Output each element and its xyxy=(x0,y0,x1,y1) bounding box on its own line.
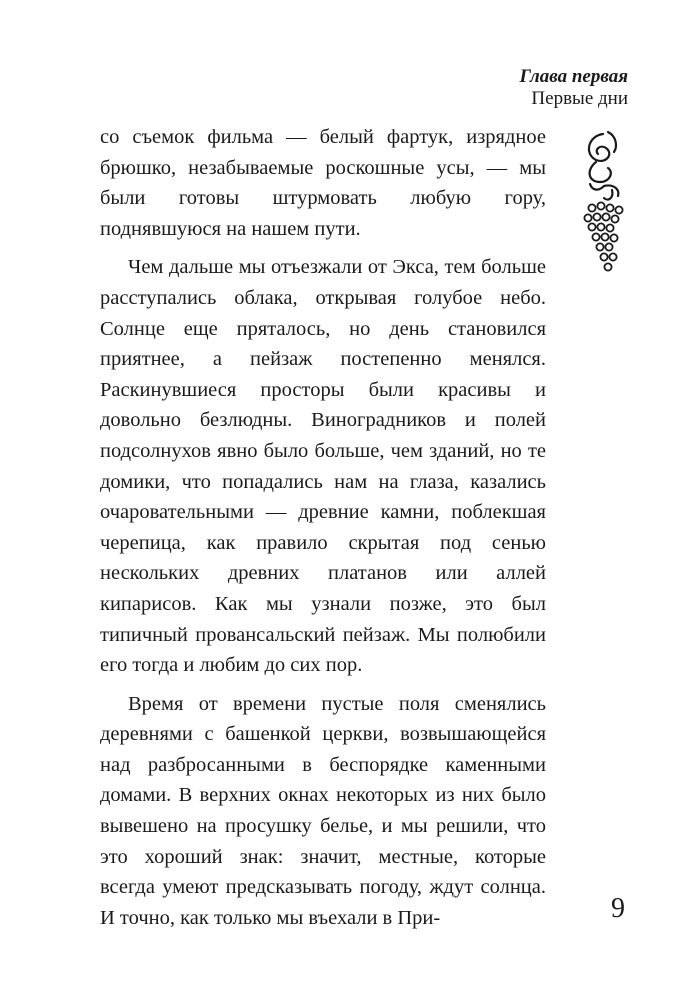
paragraph-3: Время от времени пустые поля сменялись деревнями с башенкой церкви, возвышающейся над разбросанными в беспорядке каменными домами. В верхних окнах некоторых из них было вывешено на просушку белье, и мы решили, что это хороший знак: значит, местные, которые всегда умеют предсказывать погоду, ждут солнца. И точно, как только мы въехали в При- xyxy=(100,692,546,929)
text-line: со съемок фильма — белый фартук, изрядное xyxy=(100,126,546,148)
grape-vine-ornament-icon xyxy=(578,126,628,286)
chapter-title: Глава первая xyxy=(519,66,628,87)
body-text xyxy=(100,122,546,933)
text-line: были готовы штурмовать любую гору, поднявшуюся на нашем пути. xyxy=(100,187,546,240)
running-header xyxy=(520,66,628,110)
paragraph-1 xyxy=(100,122,546,244)
text-line: брюшко, незабываемые роскошные усы, — мы xyxy=(100,156,546,179)
page-number: 9 xyxy=(611,893,625,924)
paragraph-2: Чем дальше мы отъезжали от Экса, тем больше расступались облака, открывая голубое небо. Солнце еще пряталось, но день становился приятнее, а пейзаж постепенно менялся. Раскинувшиеся просторы были красивы и довольно безлюдны. Виноградников и полей подсолнухов явно было больше, чем зданий, но те домики, что попадались нам на глаза, казались очаровательными — древние камни, поблекшая черепица, как правило скрытая под сенью нескольких древних платанов или аллей кипарисов. Как мы узнали позже, это был типичный провансальский пейзаж. Мы полюбили его тогда и любим до сих пор. xyxy=(100,256,546,677)
chapter-subtitle: Первые дни xyxy=(531,88,628,109)
